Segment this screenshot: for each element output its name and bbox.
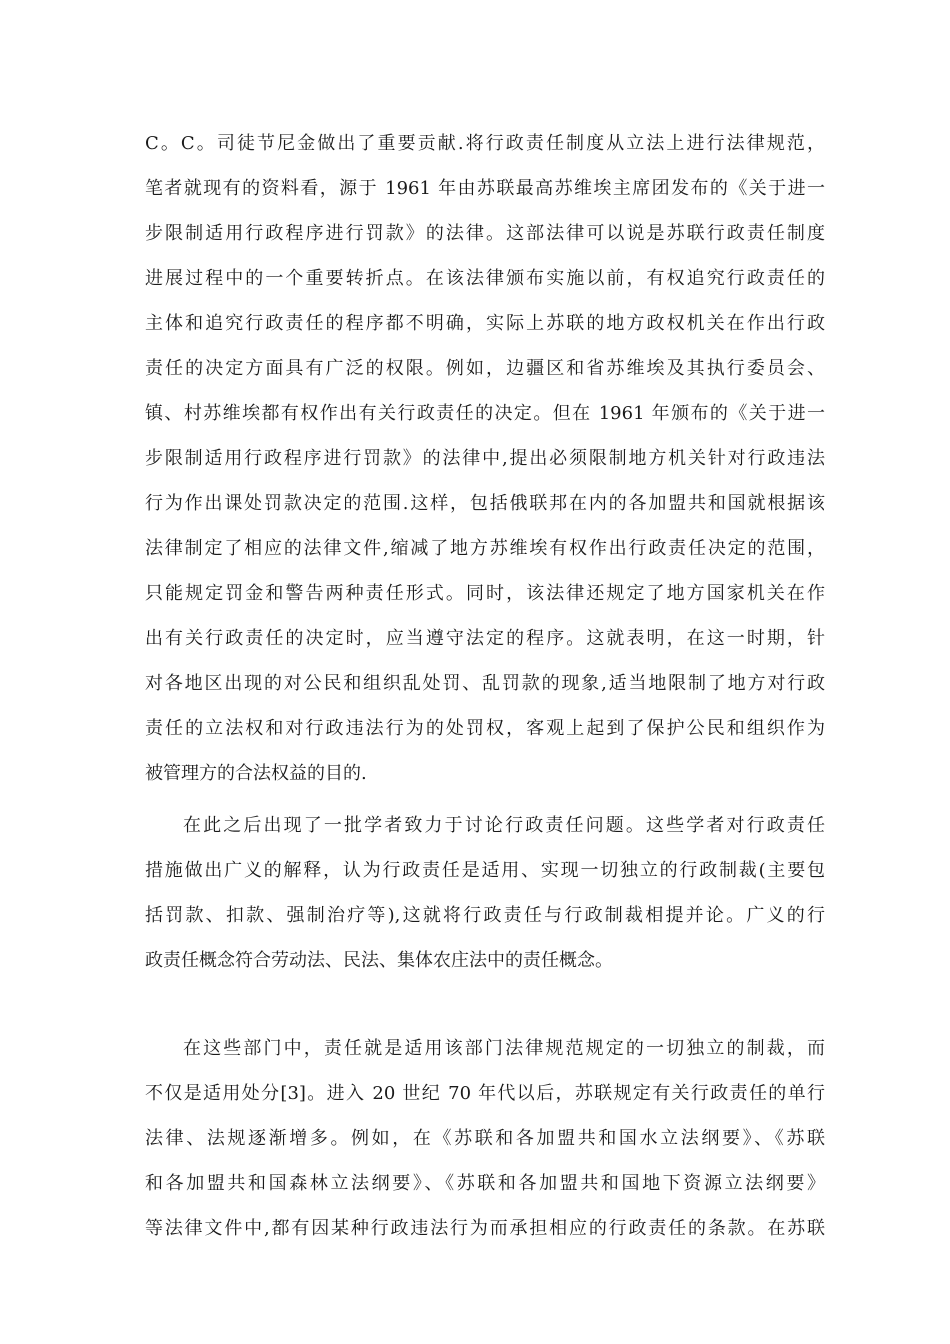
paragraph-line: 法律制定了相应的法律文件,缩减了地方苏维埃有权作出行政责任决定的范围，	[145, 538, 825, 559]
paragraph-line: 在此之后出现了一批学者致力于讨论行政责任问题。这些学者对行政责任	[183, 815, 825, 836]
paragraph-line: 出有关行政责任的决定时，应当遵守法定的程序。这就表明，在这一时期，针	[145, 628, 825, 649]
paragraph-line: 等法律文件中,都有因某种行政违法行为而承担相应的行政责任的条款。在苏联	[145, 1218, 825, 1239]
paragraph-line: 在这些部门中，责任就是适用该部门法律规范规定的一切独立的制裁，而	[183, 1038, 825, 1059]
paragraph-line: 责任的立法权和对行政违法行为的处罚权，客观上起到了保护公民和组织作为	[145, 718, 825, 739]
paragraph-line: 括罚款、扣款、强制治疗等),这就将行政责任与行政制裁相提并论。广义的行	[145, 905, 825, 926]
paragraph-1	[145, 121, 825, 796]
paragraph-line: С。С。司徒节尼金做出了重要贡献.将行政责任制度从立法上进行法律规范，	[145, 133, 825, 154]
paragraph-line: 措施做出广义的解释，认为行政责任是适用、实现一切独立的行政制裁(主要包	[145, 860, 825, 881]
paragraph-line: 责任的决定方面具有广泛的权限。例如，边疆区和省苏维埃及其执行委员会、	[145, 358, 825, 379]
paragraph-line: 只能规定罚金和警告两种责任形式。同时，该法律还规定了地方国家机关在作	[145, 583, 825, 604]
paragraph-line: 主体和追究行政责任的程序都不明确，实际上苏联的地方政权机关在作出行政	[145, 313, 825, 334]
paragraph-line: 步限制适用行政程序进行罚款》的法律中,提出必须限制地方机关针对行政违法	[145, 448, 825, 469]
paragraph-line: 步限制适用行政程序进行罚款》的法律。这部法律可以说是苏联行政责任制度	[145, 223, 825, 244]
paragraph-line: 不仅是适用处分[3]。进入 20 世纪 70 年代以后，苏联规定有关行政责任的单行	[145, 1083, 825, 1104]
paragraph-line: 政责任概念符合劳动法、民法、集体农庄法中的责任概念。	[145, 950, 613, 971]
paragraph-line: 和各加盟共和国森林立法纲要》、《苏联和各加盟共和国地下资源立法纲要》	[145, 1173, 825, 1194]
paragraph-3	[145, 1026, 825, 1251]
paragraph-line: 镇、村苏维埃都有权作出有关行政责任的决定。但在 1961 年颁布的《关于进一	[145, 403, 825, 424]
paragraph-line: 进展过程中的一个重要转折点。在该法律颁布实施以前，有权追究行政责任的	[145, 268, 825, 289]
paragraph-line: 被管理方的合法权益的目的.	[145, 763, 367, 784]
paragraph-line: 笔者就现有的资料看，源于 1961 年由苏联最高苏维埃主席团发布的《关于进一	[145, 178, 825, 199]
paragraph-line: 行为作出课处罚款决定的范围.这样，包括俄联邦在内的各加盟共和国就根据该	[145, 493, 825, 514]
paragraph-line: 法律、法规逐渐增多。例如，在《苏联和各加盟共和国水立法纲要》、《苏联	[145, 1128, 825, 1149]
paragraph-2	[145, 803, 825, 983]
paragraph-line: 对各地区出现的对公民和组织乱处罚、乱罚款的现象,适当地限制了地方对行政	[145, 673, 825, 694]
